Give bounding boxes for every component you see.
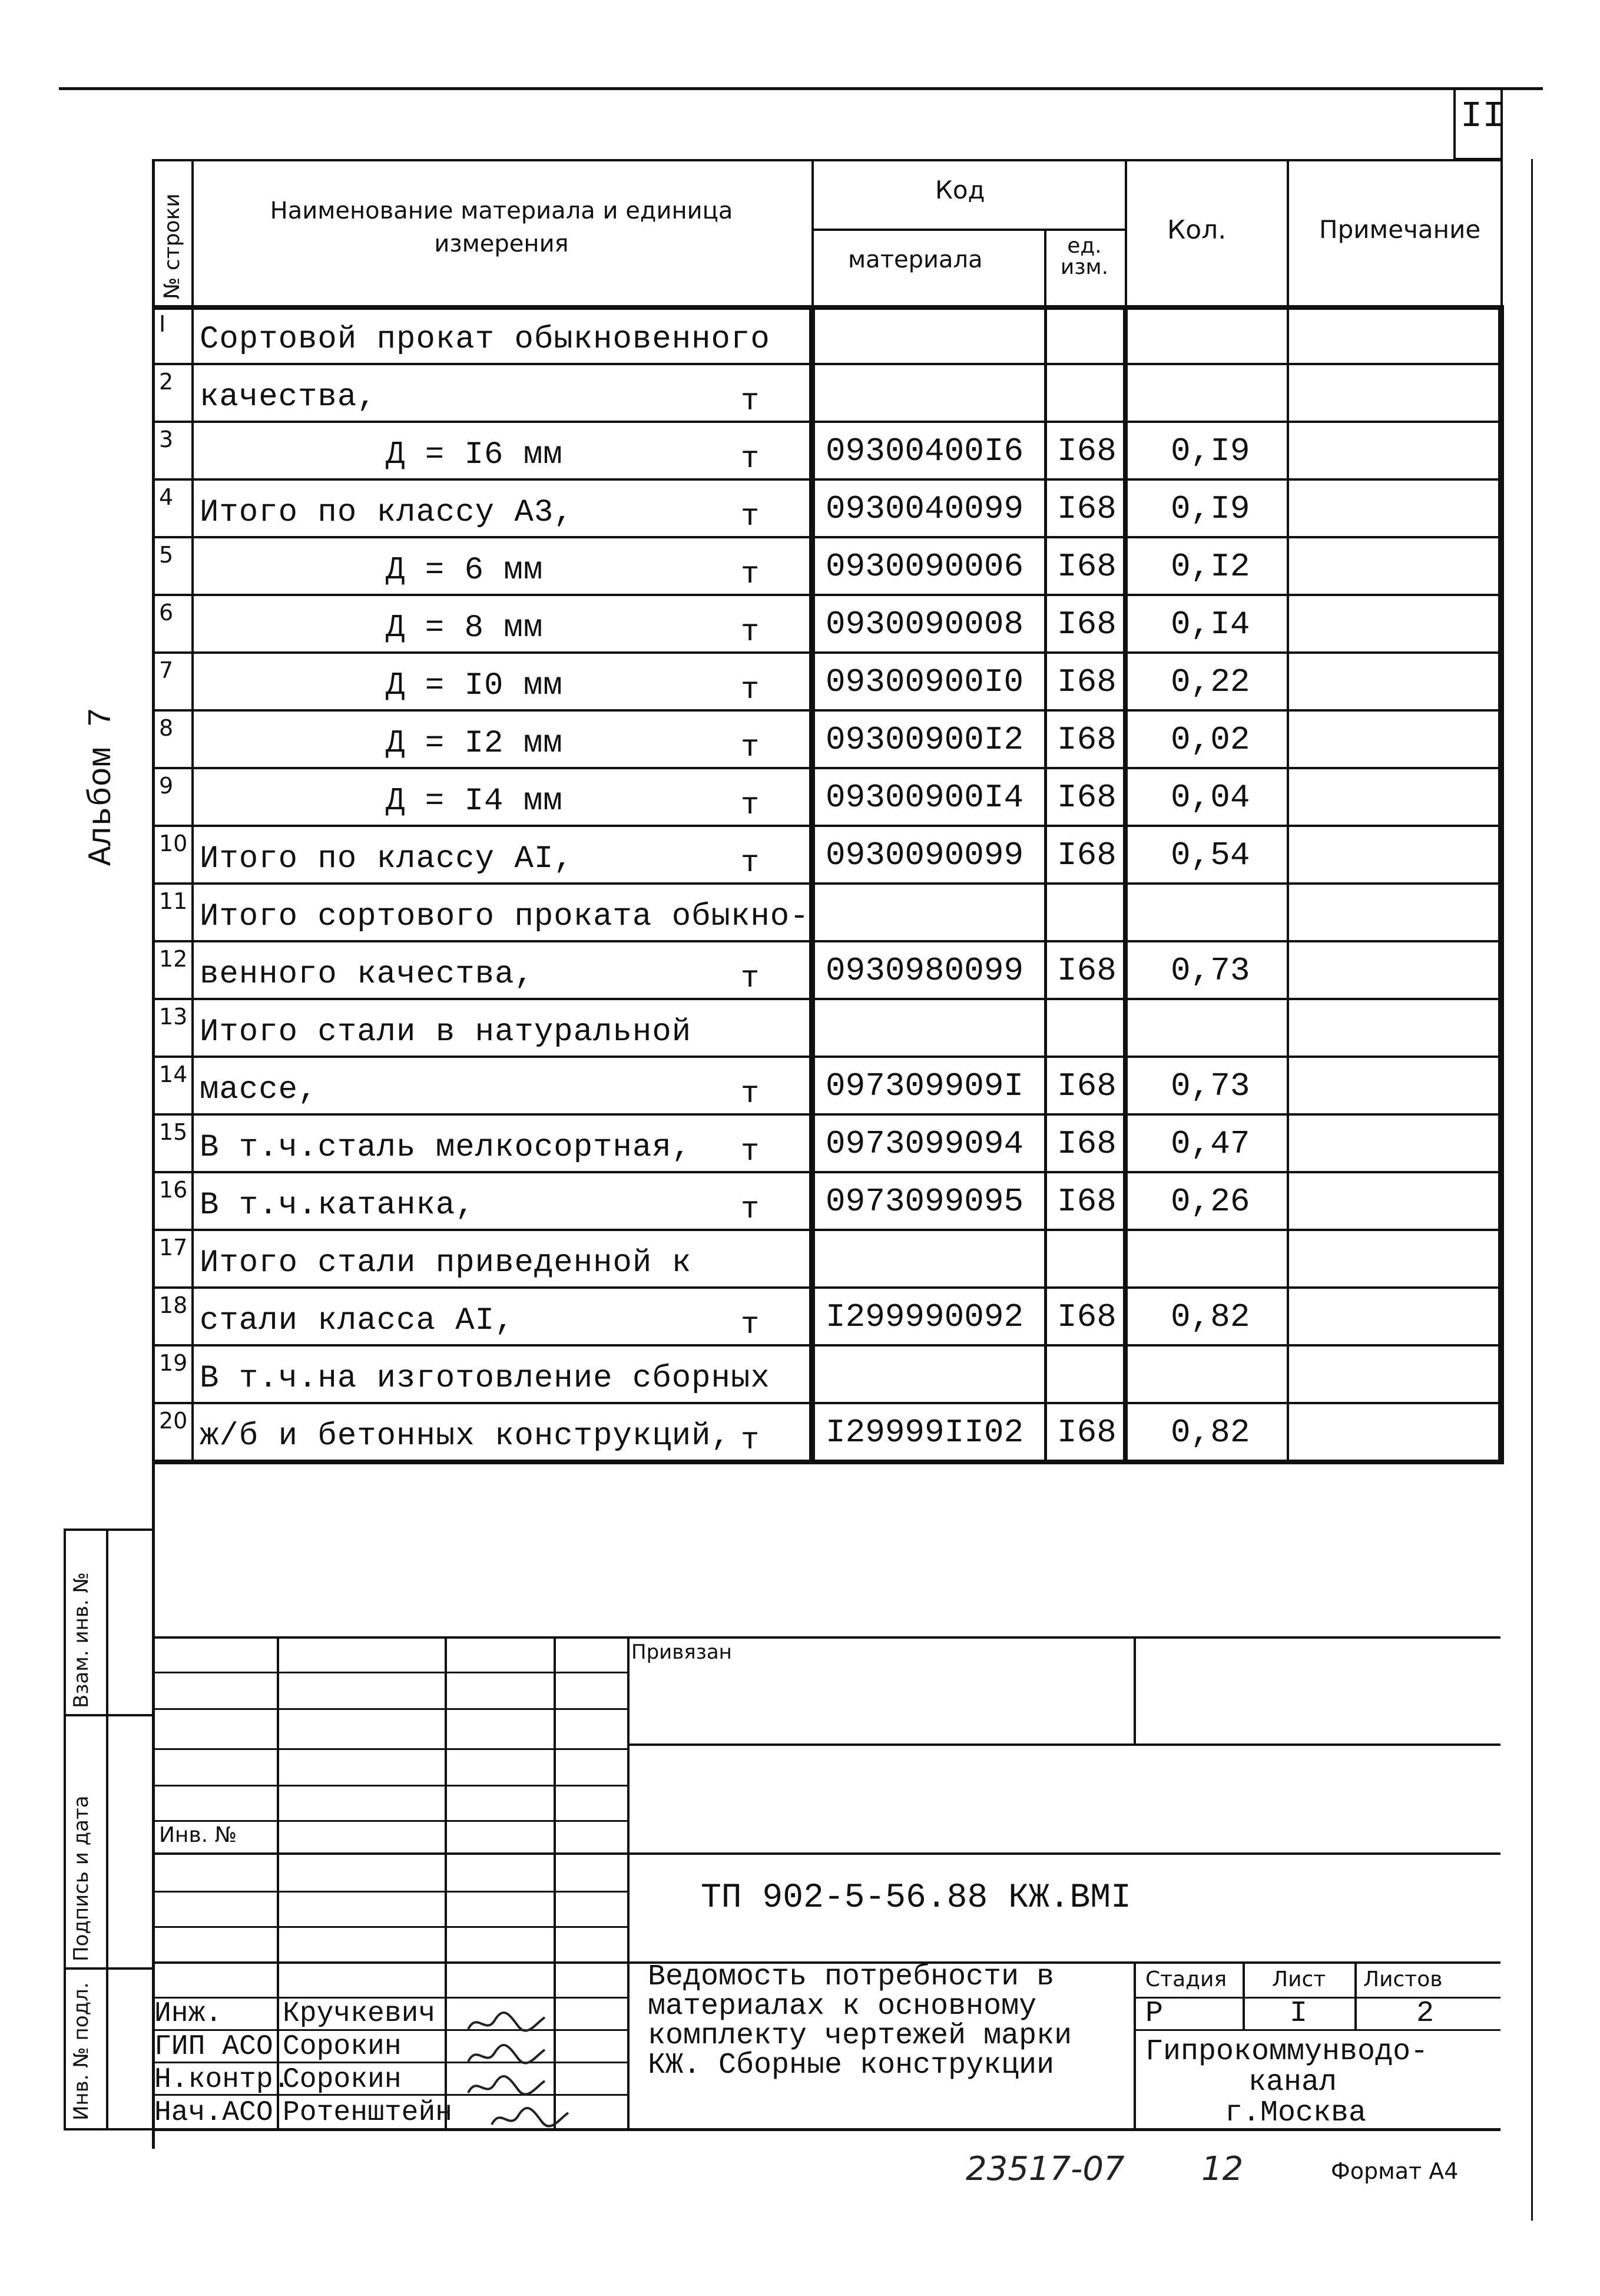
title-line: КЖ. Сборные конструкции (648, 2049, 1055, 2082)
row-name: Итого стали приведенной к (200, 1245, 692, 1281)
row-divider (154, 421, 1500, 423)
row-name: В т.ч.на изготовление сборных (200, 1361, 770, 1397)
thick-top-line (154, 305, 1500, 310)
row-code: 0930090006 (826, 548, 1024, 585)
row-number: 6 (159, 600, 174, 626)
row-qty: 0,73 (1171, 952, 1250, 990)
row-qty: 0,82 (1171, 1298, 1250, 1336)
row-number: I (159, 311, 166, 337)
frame-left-line (152, 159, 155, 2149)
row-code: 09300400I6 (826, 432, 1024, 470)
row-divider (154, 1229, 1500, 1231)
row-qty: 0,22 (1171, 663, 1250, 701)
row-qty: 0,54 (1171, 836, 1250, 874)
row-unit-code: I68 (1057, 1298, 1117, 1336)
row-divider (154, 825, 1500, 827)
row-unit: т (741, 788, 760, 823)
row-name: массе, (200, 1072, 318, 1108)
header-top-line (154, 159, 1500, 161)
row-qty: 0,82 (1171, 1414, 1250, 1451)
header-code-material: материала (848, 246, 983, 273)
row-number: 4 (159, 484, 174, 510)
org-line: г.Москва (1225, 2096, 1367, 2130)
signature-scribble (489, 2104, 571, 2133)
row-qty: 0,I4 (1171, 606, 1250, 643)
row-qty: 0,04 (1171, 779, 1250, 816)
row-name: Д = 8 мм (386, 610, 544, 646)
header-code-unit: ед. изм. (1060, 234, 1109, 279)
row-name: Д = I6 мм (386, 437, 563, 473)
row-unit-code: I68 (1057, 721, 1117, 759)
signature-role: Инж. (154, 1998, 223, 2030)
row-number: 16 (159, 1177, 188, 1203)
row-unit-code: I68 (1057, 836, 1117, 874)
sheets-label: Листов (1363, 1967, 1443, 1991)
row-divider (154, 940, 1500, 942)
row-divider (154, 363, 1500, 365)
sheets-value: 2 (1416, 1997, 1435, 2030)
row-unit: т (741, 1423, 760, 1458)
row-code: 0930040099 (826, 490, 1024, 528)
stage-value: Р (1145, 1997, 1164, 2030)
org-line: канал (1248, 2066, 1337, 2099)
row-divider (154, 536, 1500, 538)
title-line: материалах к основному (648, 1990, 1037, 2023)
row-qty: 0,73 (1171, 1067, 1250, 1105)
signature-scribble (465, 2009, 548, 2038)
row-qty: 0,26 (1171, 1183, 1250, 1220)
vzam-inv-label: Взам. инв. № (69, 1572, 93, 1708)
row-divider (154, 1113, 1500, 1116)
row-name: Итого по классу АI, (200, 841, 574, 877)
row-unit-code: I68 (1057, 1414, 1117, 1451)
row-unit-code: I68 (1057, 1125, 1117, 1163)
row-code: 09300900I4 (826, 779, 1024, 816)
signature-name: Кручкевич (283, 1998, 436, 2030)
row-name: Д = I4 мм (386, 783, 563, 819)
row-unit: т (741, 384, 760, 419)
row-divider (154, 1402, 1500, 1404)
signature-role: Н.контр. (154, 2064, 290, 2096)
signature-scribble (465, 2041, 548, 2070)
title-line: Ведомость потребности в (648, 1960, 1055, 1994)
row-number: 15 (159, 1119, 188, 1145)
row-divider (154, 709, 1500, 712)
row-number: 13 (159, 1004, 188, 1030)
row-unit: т (741, 673, 760, 707)
podpis-data-label: Подпись и дата (69, 1795, 93, 1961)
signature-name: Ротенштейн (283, 2097, 453, 2129)
row-name: Итого по классу А3, (200, 495, 574, 531)
row-number: 10 (159, 831, 188, 856)
row-name: В т.ч.катанка, (200, 1187, 475, 1223)
frame-right-outer-line (1531, 159, 1533, 2221)
signature-role: Нач.АСО (154, 2097, 273, 2129)
row-name: качества, (200, 379, 377, 415)
top-border-line (59, 87, 1543, 90)
row-name: Итого сортового проката обыкно- (200, 899, 810, 935)
row-name: Сортовой прокат обыкновенного (200, 322, 770, 358)
row-qty: 0,I9 (1171, 490, 1250, 528)
row-number: 5 (159, 542, 174, 568)
row-name: стали класса АI, (200, 1303, 515, 1339)
row-number: 2 (159, 369, 174, 395)
row-unit: т (741, 1077, 760, 1111)
row-number: 9 (159, 773, 174, 799)
signature-role: ГИП АСО (154, 2031, 273, 2063)
row-number: 8 (159, 715, 174, 741)
inv-podl-label: Инв. № подл. (69, 1982, 93, 2120)
row-divider (154, 478, 1500, 481)
row-unit-code: I68 (1057, 606, 1117, 643)
row-code: 09300900I2 (826, 721, 1024, 759)
org-line: Гипрокоммунводо- (1145, 2035, 1429, 2069)
row-unit: т (741, 1192, 760, 1227)
row-qty: 0,I2 (1171, 548, 1250, 585)
row-name: Д = I0 мм (386, 668, 563, 704)
row-unit-code: I68 (1057, 1067, 1117, 1105)
header-row-no: № строки (160, 193, 184, 299)
signature-name: Сорокин (283, 2064, 402, 2096)
sheet-label: Лист (1272, 1967, 1326, 1991)
table-bottom-line (154, 1460, 1500, 1464)
format-label: Формат А4 (1331, 2158, 1459, 2184)
row-name: В т.ч.сталь мелкосортная, (200, 1130, 692, 1166)
row-unit: т (741, 730, 760, 765)
row-number: 19 (159, 1350, 188, 1376)
row-number: 12 (159, 946, 188, 972)
row-number: 18 (159, 1292, 188, 1318)
row-number: 20 (159, 1408, 188, 1434)
row-name: ж/б и бетонных конструкций, (200, 1418, 731, 1454)
row-code: 0973099094 (826, 1125, 1024, 1163)
row-qty: 0,I9 (1171, 432, 1250, 470)
row-name: Итого стали в натуральной (200, 1014, 692, 1050)
header-note: Примечание (1319, 215, 1481, 244)
row-code: 0973099095 (826, 1183, 1024, 1220)
row-code: 097309909I (826, 1067, 1024, 1105)
sheet-value: I (1290, 1997, 1308, 2030)
header-qty: Кол. (1167, 215, 1227, 245)
signature-scribble (465, 2072, 548, 2102)
row-unit-code: I68 (1057, 1183, 1117, 1220)
handwritten-page: 12 (1201, 2150, 1244, 2188)
stage-label: Стадия (1145, 1967, 1227, 1991)
row-code: I29999II02 (826, 1414, 1024, 1451)
row-code: 09300900I0 (826, 663, 1024, 701)
row-divider (154, 594, 1500, 596)
row-divider (154, 1286, 1500, 1289)
row-unit: т (741, 499, 760, 534)
row-number: 3 (159, 426, 174, 452)
row-divider (154, 1344, 1500, 1346)
row-code: 0930090099 (826, 836, 1024, 874)
row-unit: т (741, 442, 760, 477)
row-unit: т (741, 1308, 760, 1342)
handwritten-number: 23517-07 (966, 2150, 1125, 2188)
privyazan-label: Привязан (631, 1640, 732, 1664)
signature-name: Сорокин (283, 2031, 402, 2063)
row-unit-code: I68 (1057, 432, 1117, 470)
row-unit-code: I68 (1057, 952, 1117, 990)
row-divider (154, 767, 1500, 769)
row-code: I299990092 (826, 1298, 1024, 1336)
title-line: комплекту чертежей марки (648, 2019, 1072, 2053)
row-code: 0930980099 (826, 952, 1024, 990)
row-divider (154, 882, 1500, 885)
sheet-number: II (1460, 95, 1505, 137)
row-unit: т (741, 557, 760, 592)
inv-no-label: Инв. № (159, 1823, 237, 1847)
row-unit: т (741, 846, 760, 881)
header-code: Код (935, 176, 985, 204)
row-unit: т (741, 961, 760, 996)
row-code: 0930090008 (826, 606, 1024, 643)
doc-code: ТП 902-5-56.88 КЖ.ВМI (701, 1879, 1131, 1917)
row-unit-code: I68 (1057, 663, 1117, 701)
row-divider (154, 1056, 1500, 1058)
row-unit-code: I68 (1057, 490, 1117, 528)
row-divider (154, 998, 1500, 1000)
row-qty: 0,02 (1171, 721, 1250, 759)
row-name: венного качества, (200, 957, 534, 992)
row-number: 14 (159, 1061, 188, 1087)
row-name: Д = I2 мм (386, 726, 563, 762)
row-qty: 0,47 (1171, 1125, 1250, 1163)
header-name: Наименование материала и единица измерения (270, 197, 733, 257)
row-number: 7 (159, 657, 174, 683)
row-divider (154, 1171, 1500, 1173)
row-name: Д = 6 мм (386, 553, 544, 588)
row-unit-code: I68 (1057, 779, 1117, 816)
row-number: 11 (159, 888, 188, 914)
row-number: 17 (159, 1235, 188, 1261)
album-label: Альбом 7 (82, 707, 120, 866)
row-divider (154, 651, 1500, 654)
row-unit: т (741, 1134, 760, 1169)
row-unit-code: I68 (1057, 548, 1117, 585)
row-unit: т (741, 615, 760, 650)
